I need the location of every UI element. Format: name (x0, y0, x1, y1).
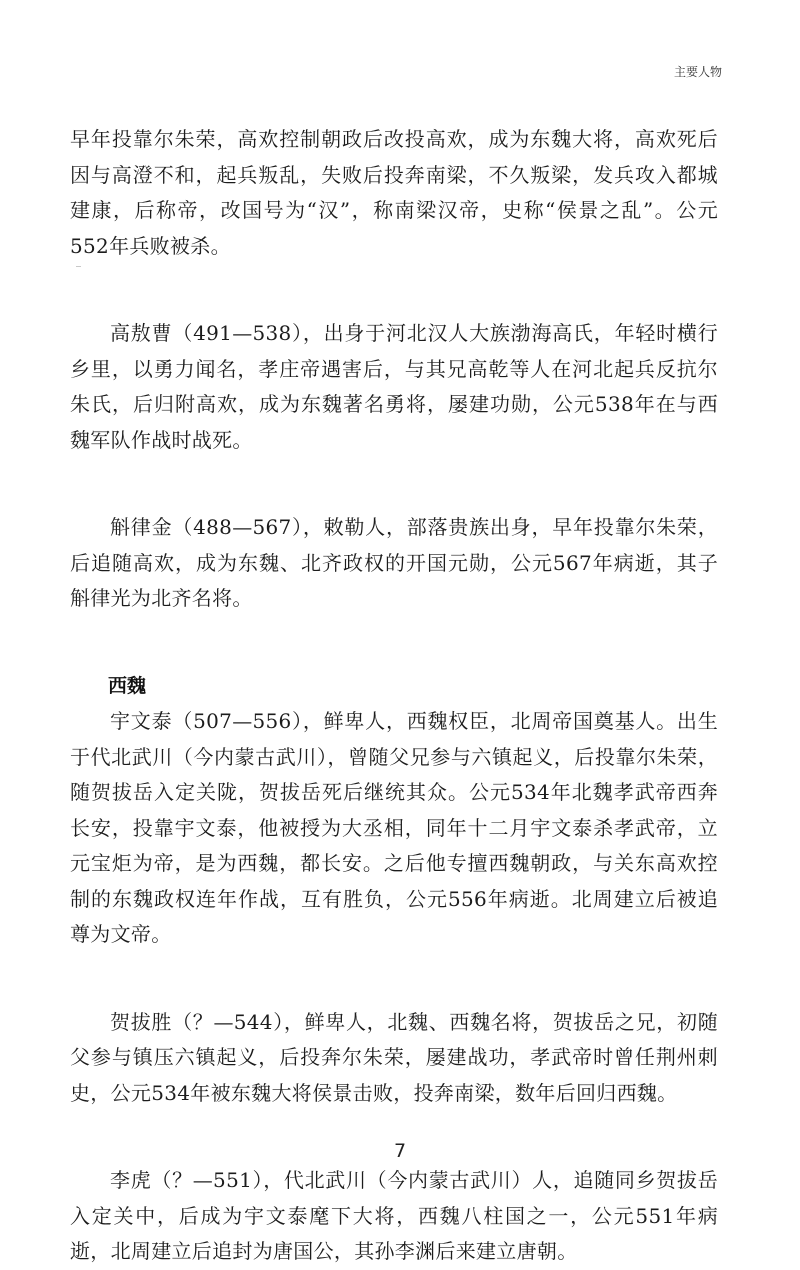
paragraph-heba-sheng: 贺拔胜（？—544），鲜卑人，北魏、西魏名将，贺拔岳之兄，初随父参与镇压六镇起义，后投奔尔朱荣，屡建战功，孝武帝时曾任荆州刺史，公元534年被东魏大将侯景击败，投奔南梁，数年后回归西魏。 (70, 1009, 718, 1105)
section-heading: 西魏 (108, 674, 147, 697)
paragraph-gap (70, 458, 718, 510)
page-number: 7 (393, 1140, 407, 1162)
paragraph-li-hu: 李虎（？—551），代北武川（今内蒙古武川）人，追随同乡贺拔岳入定关中，后成为宇文泰麾下大将，西魏八柱国之一，公元551年病逝，北周建立后追封为唐国公，其孙李渊后来建立唐朝。 (70, 1168, 718, 1263)
paragraph-yuwen-tai: 宇文泰（507—556），鲜卑人，西魏权臣，北周帝国奠基人。出生于代北武川（今内蒙古武川），曾随父兄参与六镇起义，后投靠尔朱荣，随贺拔岳入定关陇，贺拔岳死后继统其众。公元534年北魏孝武帝西奔长安，投靠宇文泰，他被授为大丞相，同年十二月宇文泰杀孝武帝，立元宝炬为帝，是为西魏，都长安。之后他专擅西魏朝政，与关东高欢控制的东魏政权连年作战，互有胜负，公元556年病逝。北周建立后被追尊为文帝。 (70, 709, 718, 946)
paragraph-gap (70, 617, 718, 669)
running-head: 主要人物 (673, 65, 722, 79)
paragraph-gap (70, 953, 718, 1005)
paragraph-hulu-jin: 斛律金（488—567），敕勒人，部落贵族出身，早年投靠尔朱荣，后追随高欢，成为东魏、北齐政权的开国元勋，公元567年病逝，其子斛律光为北齐名将。 (70, 515, 718, 610)
paragraph-continued: 早年投靠尔朱荣，高欢控制朝政后改投高欢，成为东魏大将，高欢死后因与高澄不和，起兵叛乱，失败后投奔南梁，不久叛梁，发兵攻入都城建康，后称帝，改国号为“汉”，称南梁汉帝，史称“侯景之乱”。公元552年兵败被杀。 (70, 127, 718, 258)
paragraph-gap (70, 264, 718, 316)
page-body (70, 122, 718, 1270)
paragraph-gao-aocao: 高敖曹（491—538），出身于河北汉人大族渤海高氏，年轻时横行乡里，以勇力闻名，孝庄帝遇害后，与其兄高乾等人在河北起兵反抗尔朱氏，后归附高欢，成为东魏著名勇将，屡建功勋，公元538年在与西魏军队作战时战死。 (70, 321, 718, 452)
